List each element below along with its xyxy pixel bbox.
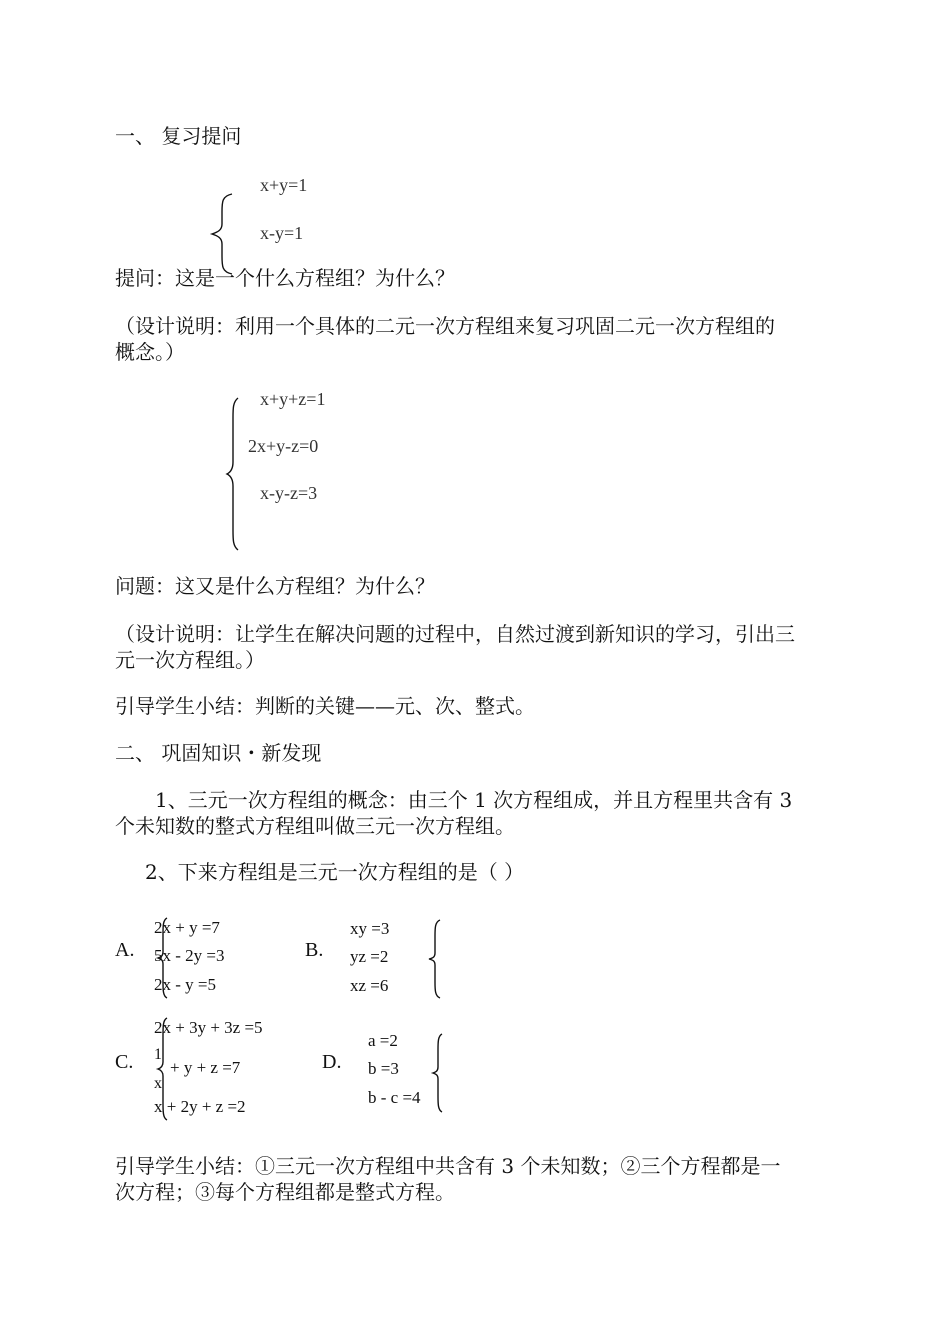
option-label: A. [115,939,135,961]
design-note: （设计说明：利用一个具体的二元一次方程组来复习巩固二元一次方程组的 [115,314,775,338]
option-label: C. [115,1051,134,1073]
summary-text: 引导学生小结：①三元一次方程组中共含有 3 个未知数；②三个方程都是一 [115,1154,781,1178]
definition-text: 1、三元一次方程组的概念：由三个 1 次方程组成，并且方程里共含有 3 [155,788,793,812]
section-heading-1: 一、 复习提问 [115,124,242,148]
equation: b =3 [368,1059,399,1078]
summary-text: 引导学生小结：判断的关键——元、次、整式。 [115,694,535,718]
equation: xz =6 [350,976,389,995]
left-brace-icon [226,398,246,550]
option-label: D. [322,1051,342,1073]
equation: b - c =4 [368,1088,421,1107]
fraction-denominator: x [154,1075,162,1092]
definition-text: 个未知数的整式方程组叫做三元一次方程组。 [115,814,515,838]
equation: 2x + y =7 [154,918,220,937]
design-note: （设计说明：让学生在解决问题的过程中，自然过渡到新知识的学习，引出三 [115,622,795,646]
summary-text: 次方程；③每个方程组都是整式方程。 [115,1180,455,1204]
left-brace-icon [432,1034,446,1112]
left-brace-icon [428,920,444,998]
equation: x-y=1 [260,223,304,243]
question-text: 问题：这又是什么方程组？为什么？ [115,574,435,598]
equation: 2x + 3y + 3z =5 [154,1018,263,1037]
equation: 2x - y =5 [154,975,216,994]
equation: x-y-z=3 [260,483,318,503]
equation: 2x+y-z=0 [248,436,319,456]
fraction-numerator: 1 [154,1046,162,1063]
equation: x+y=1 [260,175,308,195]
option-label: B. [305,939,324,961]
equation: + y + z =7 [170,1058,241,1077]
design-note: 元一次方程组。） [115,648,265,672]
left-brace-icon [210,194,240,274]
equation: 5x - 2y =3 [154,946,225,965]
equation: xy =3 [350,919,390,938]
equation: a =2 [368,1031,398,1050]
section-heading-2: 二、 巩固知识・新发现 [115,741,322,765]
exercise-prompt: 2、下来方程组是三元一次方程组的是（ ） [145,860,525,884]
question-text: 提问：这是一个什么方程组？为什么？ [115,266,455,290]
equation: yz =2 [350,947,389,966]
design-note: 概念。） [115,340,185,364]
equation: x + 2y + z =2 [154,1097,246,1116]
equation: x+y+z=1 [260,389,326,409]
